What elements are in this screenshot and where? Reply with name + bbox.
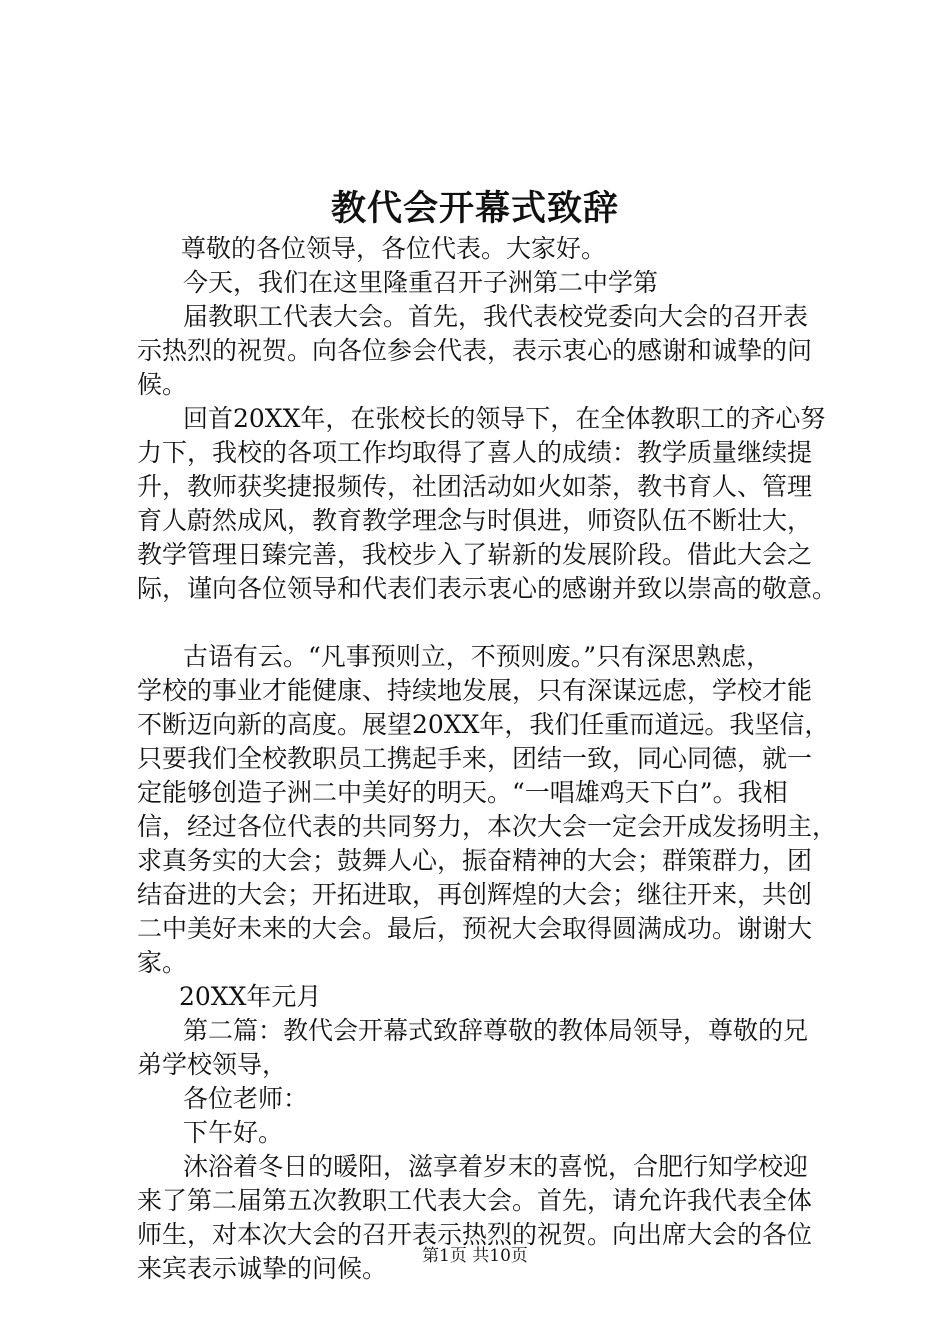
paragraph-spacer (137, 606, 857, 640)
text-line: 师生，对本次大会的召开表示热烈的祝贺。向出席大会的各位 (137, 1220, 813, 1249)
paragraph-review (137, 402, 857, 606)
text-line: 学校的事业才能健康、持续地发展，只有深谋远虑，学校才能 (137, 676, 813, 705)
text-line: 只要我们全校教职员工携起手来，团结一致，同心同德，就一 (137, 744, 813, 773)
text-line: 家。 (137, 948, 188, 977)
text-line: 结奋进的大会；开拓进取，再创辉煌的大会；继往开来，共创 (137, 880, 813, 909)
text-line: 示热烈的祝贺。向各位参会代表，表示衷心的感谢和诚挚的问 (137, 336, 813, 365)
text-line: 教学管理日臻完善，我校步入了崭新的发展阶段。借此大会之 (137, 540, 813, 569)
text-line: 来了第二届第五次教职工代表大会。首先，请允许我代表全体 (137, 1186, 813, 1215)
text-line: 沐浴着冬日的暖阳，滋享着岁末的喜悦，合肥行知学校迎 (183, 1152, 809, 1181)
text-line: 定能够创造子洲二中美好的明天。“一唱雄鸡天下白”。我相 (137, 778, 788, 807)
text-line: 信，经过各位代表的共同努力，本次大会一定会开成发扬明主， (137, 812, 838, 841)
text-line: 候。 (137, 370, 188, 399)
text-line: 尊敬的各位领导，各位代表。大家好。 (181, 234, 607, 263)
paragraph-outlook (137, 640, 857, 980)
paragraph-greeting (137, 232, 857, 266)
text-line: 弟学校领导， (137, 1050, 288, 1079)
text-line: 求真务实的大会；鼓舞人心，振奋精神的大会；群策群力，团 (137, 846, 813, 875)
text-line: 今天，我们在这里隆重召开子洲第二中学第 (183, 268, 659, 297)
text-line: 届教职工代表大会。首先，我代表校党委向大会的召开表 (183, 302, 809, 331)
text-line: 不断迈向新的高度。展望20XX年，我们任重而道远。我坚信， (137, 710, 830, 739)
text-line: 育人蔚然成风，教育教学理念与时俱进，师资队伍不断壮大， (137, 506, 813, 535)
text-line: 来宾表示诚挚的问候。 (137, 1254, 388, 1283)
text-line: 各位老师： (183, 1084, 309, 1113)
text-line: 第二篇：教代会开幕式致辞尊敬的教体局领导，尊敬的兄 (183, 1016, 809, 1045)
paragraph-second-speech-heading (137, 1014, 857, 1082)
paragraph-date (137, 980, 857, 1014)
text-line: 升，教师获奖捷报频传，社团活动如火如荼，教书育人、管理 (137, 472, 813, 501)
text-line: 下午好。 (183, 1118, 284, 1147)
text-line: 古语有云。“凡事预则立，不预则废。”只有深思熟虑， (183, 642, 772, 671)
text-line: 力下，我校的各项工作均取得了喜人的成绩：教学质量继续提 (137, 438, 813, 467)
paragraph-opening (137, 266, 857, 300)
document-title: 教代会开幕式致辞 (330, 188, 619, 229)
text-line: 二中美好未来的大会。最后，预祝大会取得圆满成功。谢谢大 (137, 914, 813, 943)
paragraph-good-afternoon (137, 1116, 857, 1150)
page-number: 第1页 共10页 (422, 1246, 528, 1266)
text-line: 20XX年元月 (179, 982, 322, 1011)
text-line: 际，谨向各位领导和代表们表示衷心的感谢并致以崇高的敬意。 (137, 574, 838, 603)
document-body (137, 232, 857, 1286)
paragraph-teachers (137, 1082, 857, 1116)
paragraph-congratulations (137, 300, 857, 402)
text-line: 回首20XX年，在张校长的领导下，在全体教职工的齐心努 (183, 404, 826, 433)
